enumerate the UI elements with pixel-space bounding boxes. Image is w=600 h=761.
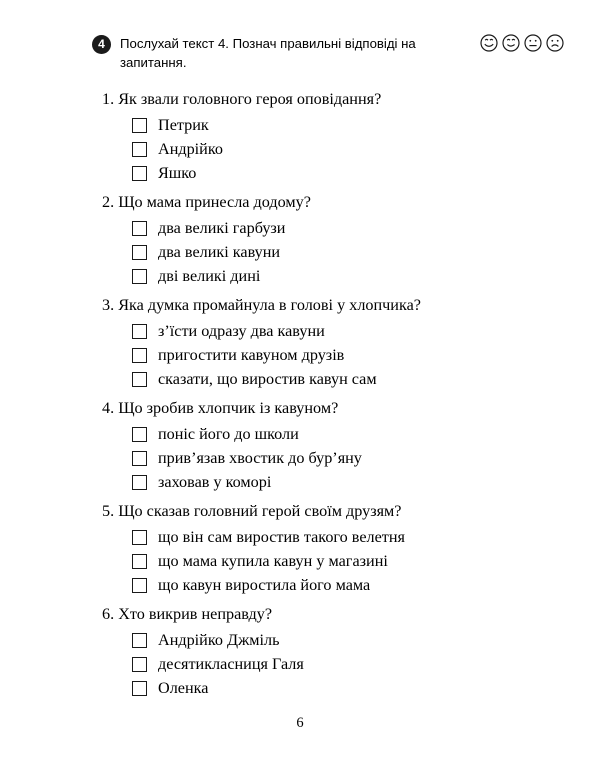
question-block (102, 397, 560, 494)
option-label: заховав у коморі (158, 473, 272, 491)
answer-checkbox[interactable] (132, 633, 147, 648)
option-row[interactable] (132, 216, 560, 240)
answer-checkbox[interactable] (132, 681, 147, 696)
option-row[interactable] (132, 319, 560, 343)
option-row[interactable] (132, 652, 560, 676)
option-label: десятикласниця Галя (158, 655, 304, 673)
option-label: Андрійко (158, 140, 223, 158)
option-row[interactable] (132, 161, 560, 185)
answer-checkbox[interactable] (132, 324, 147, 339)
question-text: 2. Що мама принесла додому? (102, 193, 311, 211)
question-block (102, 603, 560, 700)
option-row[interactable] (132, 676, 560, 700)
question-block (102, 500, 560, 597)
option-row[interactable] (132, 470, 560, 494)
answer-checkbox[interactable] (132, 245, 147, 260)
answer-checkbox[interactable] (132, 475, 147, 490)
answer-checkbox[interactable] (132, 554, 147, 569)
answer-checkbox[interactable] (132, 348, 147, 363)
option-label: що він сам виростив такого велетня (158, 528, 405, 546)
option-label: Оленка (158, 679, 209, 697)
option-row[interactable] (132, 264, 560, 288)
smile-face-icon[interactable] (480, 34, 498, 52)
answer-checkbox[interactable] (132, 166, 147, 181)
option-row[interactable] (132, 525, 560, 549)
option-label: два великі кавуни (158, 243, 281, 261)
option-row[interactable] (132, 137, 560, 161)
option-row[interactable] (132, 343, 560, 367)
option-label: що мама купила кавун у магазині (158, 552, 388, 570)
question-text: 5. Що сказав головний герой своїм друзям? (102, 502, 402, 520)
option-label: поніс його до школи (158, 425, 299, 443)
option-row[interactable] (132, 549, 560, 573)
option-label: Яшко (158, 164, 197, 182)
answer-checkbox[interactable] (132, 142, 147, 157)
answer-checkbox[interactable] (132, 657, 147, 672)
answer-checkbox[interactable] (132, 427, 147, 442)
smile-face-icon[interactable] (502, 34, 520, 52)
option-label: пригостити кавуном друзів (158, 346, 345, 364)
answer-checkbox[interactable] (132, 118, 147, 133)
page-number: 6 (296, 715, 304, 731)
option-row[interactable] (132, 240, 560, 264)
question-block (102, 191, 560, 288)
option-row[interactable] (132, 113, 560, 137)
question-text: 4. Що зробив хлопчик із кавуном? (102, 399, 339, 417)
option-label: два великі гарбузи (158, 219, 286, 237)
answer-checkbox[interactable] (132, 372, 147, 387)
answer-checkbox[interactable] (132, 451, 147, 466)
task-header (92, 34, 560, 72)
option-label: прив’язав хвостик до бур’яну (158, 449, 362, 467)
option-row[interactable] (132, 422, 560, 446)
answer-checkbox[interactable] (132, 530, 147, 545)
questions-list (102, 88, 560, 700)
option-label: Петрик (158, 116, 209, 134)
task-number-badge: 4 (92, 35, 111, 54)
option-label: сказати, що виростив кавун сам (158, 370, 377, 388)
option-label: Андрійко Джміль (158, 631, 280, 649)
option-label: з’їсти одразу два кавуни (158, 322, 325, 340)
question-text: 3. Яка думка промайнула в голові у хлопчика? (102, 296, 421, 314)
question-block (102, 294, 560, 391)
option-label: дві великі дині (158, 267, 261, 285)
option-row[interactable] (132, 446, 560, 470)
question-block (102, 88, 560, 185)
question-text: 1. Як звали головного героя оповідання? (102, 90, 382, 108)
option-row[interactable] (132, 367, 560, 391)
option-row[interactable] (132, 573, 560, 597)
sad-face-icon[interactable] (546, 34, 564, 52)
answer-checkbox[interactable] (132, 269, 147, 284)
option-label: що кавун виростила його мама (158, 576, 371, 594)
question-text: 6. Хто викрив неправду? (102, 605, 273, 623)
task-instruction: Послухай текст 4. Познач правильні відповіді на запитання. (120, 36, 416, 70)
neutral-face-icon[interactable] (524, 34, 542, 52)
answer-checkbox[interactable] (132, 221, 147, 236)
mood-rating-faces[interactable] (480, 34, 564, 52)
option-row[interactable] (132, 628, 560, 652)
answer-checkbox[interactable] (132, 578, 147, 593)
